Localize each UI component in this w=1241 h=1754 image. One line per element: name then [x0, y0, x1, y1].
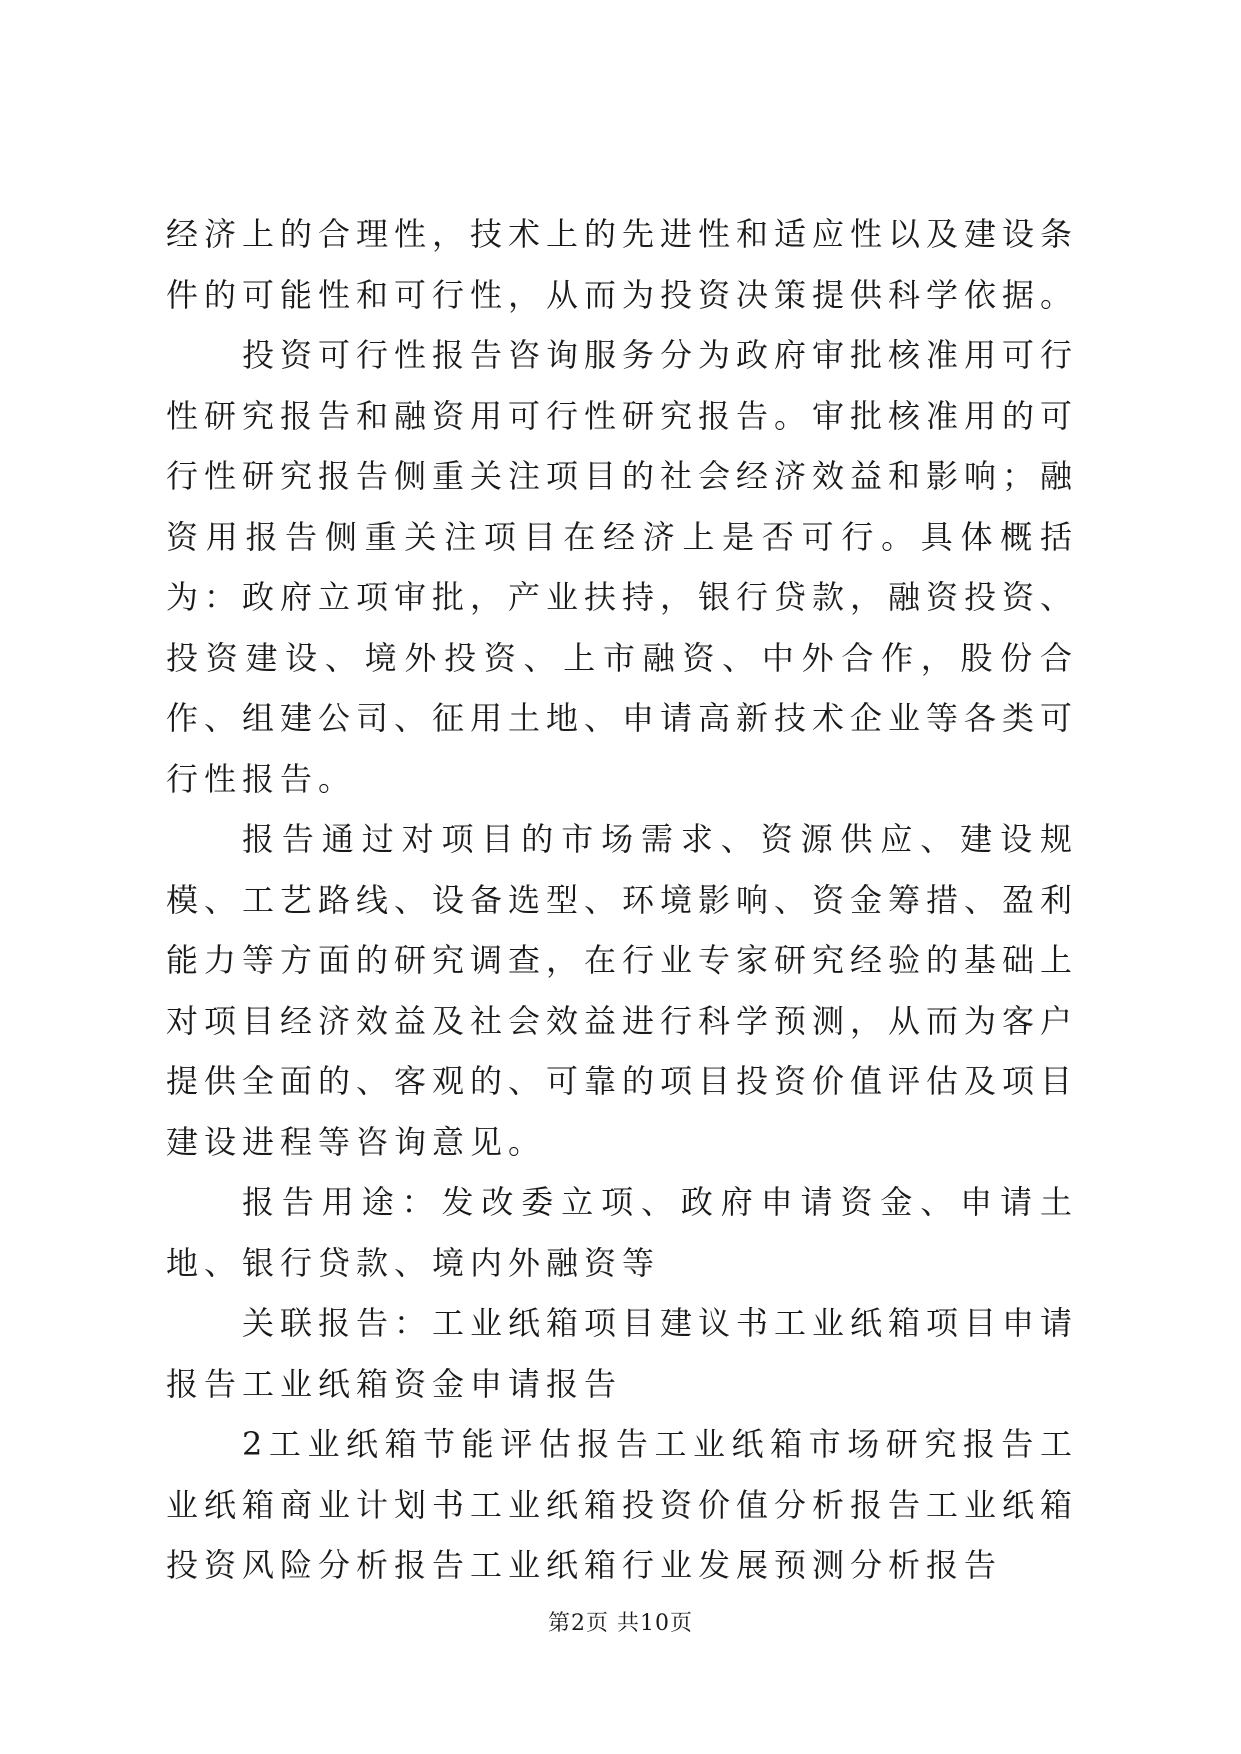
paragraph-report-usage: 报告用途：发改委立项、政府申请资金、申请土地、银行贷款、境内外融资等: [166, 1183, 1078, 1282]
paragraph-consulting-services: 投资可行性报告咨询服务分为政府审批核准用可行性研究报告和融资用可行性研究报告。审批核准用的可行性研究报告侧重关注项目的社会经济效益和影响；融资用报告侧重关注项目在经济上是否可行。具体概括为：政府立项审批，产业扶持，银行贷款，融资投资、投资建设、境外投资、上市融资、中外合作，股份合作、组建公司、征用土地、申请高新技术企业等各类可行性报告。: [166, 336, 1079, 798]
paragraph-intro-continuation: 经济上的合理性，技术上的先进性和适应性以及建设条件的可能性和可行性，从而为投资决策提供科学依据。: [166, 215, 1079, 314]
page-number-footer: 第2页 共10页: [548, 1611, 693, 1636]
document-body: [166, 204, 1078, 1596]
paragraph-related-reports: 关联报告：工业纸箱项目建议书工业纸箱项目申请报告工业纸箱资金申请报告: [166, 1304, 1079, 1403]
paragraph-related-reports-list: 2工业纸箱节能评估报告工业纸箱市场研究报告工业纸箱商业计划书工业纸箱投资价值分析报告工业纸箱投资风险分析报告工业纸箱行业发展预测分析报告: [166, 1425, 1079, 1584]
paragraph-report-research: 报告通过对项目的市场需求、资源供应、建设规模、工艺路线、设备选型、环境影响、资金筹措、盈利能力等方面的研究调查，在行业专家研究经验的基础上对项目经济效益及社会效益进行科学预测，从而为客户提供全面的、客观的、可靠的项目投资价值评估及项目建设进程等咨询意见。: [166, 820, 1079, 1161]
